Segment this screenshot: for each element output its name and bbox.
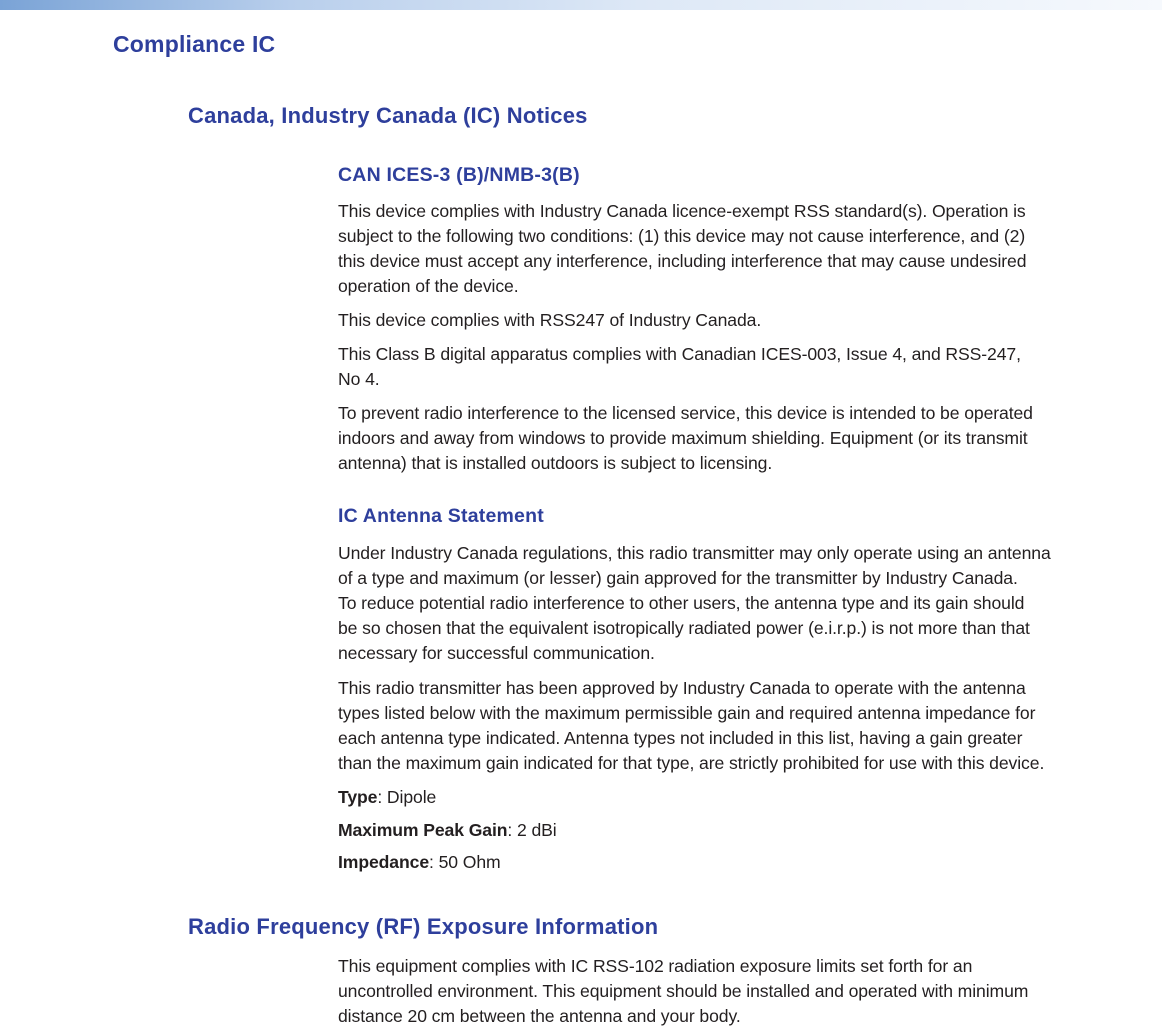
text-line: To reduce potential radio interference to other users, the antenna type and its gain should <box>338 593 1025 613</box>
header-gradient-bar <box>0 0 1162 10</box>
text-line: be so chosen that the equivalent isotropically radiated power (e.i.r.p.) is not more than that <box>338 618 1030 638</box>
text-line: types listed below with the maximum permissible gain and required antenna impedance for <box>338 703 1036 723</box>
spec-label: Impedance <box>338 852 430 872</box>
text-line: Under Industry Canada regulations, this radio transmitter may only operate using an antenna <box>338 543 1051 563</box>
text-line: each antenna type indicated. Antenna types not included in this list, having a gain greater <box>338 728 1023 748</box>
text-line: operation of the device. <box>338 276 519 296</box>
spec-label: Type <box>338 787 378 807</box>
text-line: subject to the following two conditions: (1) this device may not cause interference, and (2) <box>338 226 1026 246</box>
text-line: This device complies with RSS247 of Industry Canada. <box>338 310 762 330</box>
spec-label: Maximum Peak Gain <box>338 820 508 840</box>
text-line: antenna) that is installed outdoors is subject to licensing. <box>338 453 773 473</box>
section-heading-ic-notices: Canada, Industry Canada (IC) Notices <box>188 103 588 128</box>
section-heading-rf-exposure: Radio Frequency (RF) Exposure Information <box>188 914 659 939</box>
text-line: of a type and maximum (or lesser) gain approved for the transmitter by Industry Canada. <box>338 568 1018 588</box>
subsection-heading-can-ices: CAN ICES-3 (B)/NMB-3(B) <box>338 164 580 186</box>
paragraph-licence-exempt <box>338 199 1162 299</box>
text-line: To prevent radio interference to the licensed service, this device is intended to be operated <box>338 403 1033 423</box>
text-line: This equipment complies with IC RSS-102 radiation exposure limits set forth for an <box>338 956 973 976</box>
spec-impedance <box>338 850 1162 875</box>
spec-type <box>338 785 1162 810</box>
text-line: distance 20 cm between the antenna and your body. <box>338 1006 741 1026</box>
paragraph-rss247 <box>338 308 1162 333</box>
spec-value: : 50 Ohm <box>429 852 501 872</box>
spec-max-peak-gain <box>338 818 1162 843</box>
text-line: This Class B digital apparatus complies with Canadian ICES-003, Issue 4, and RSS-247, <box>338 344 1021 364</box>
subsection-heading-antenna-statement: IC Antenna Statement <box>338 505 544 527</box>
spec-value: : Dipole <box>377 787 437 807</box>
paragraph-class-b <box>338 342 1162 392</box>
page-title: Compliance IC <box>113 31 276 57</box>
text-line: necessary for successful communication. <box>338 643 655 663</box>
text-line: this device must accept any interference, including interference that may cause undesired <box>338 251 1027 271</box>
text-line: indoors and away from windows to provide maximum shielding. Equipment (or its transmit <box>338 428 1028 448</box>
text-line: This radio transmitter has been approved by Industry Canada to operate with the antenna <box>338 678 1026 698</box>
paragraph-antenna-regulations <box>338 541 1162 666</box>
text-line: This device complies with Industry Canada licence-exempt RSS standard(s). Operation is <box>338 201 1026 221</box>
paragraph-radio-interference <box>338 401 1162 476</box>
paragraph-rf-exposure <box>338 954 1162 1029</box>
text-line: than the maximum gain indicated for that type, are strictly prohibited for use with this device. <box>338 753 1045 773</box>
paragraph-approved-antennas <box>338 676 1162 776</box>
spec-value: : 2 dBi <box>507 820 557 840</box>
text-line: No 4. <box>338 369 380 389</box>
text-line: uncontrolled environment. This equipment should be installed and operated with minimum <box>338 981 1029 1001</box>
